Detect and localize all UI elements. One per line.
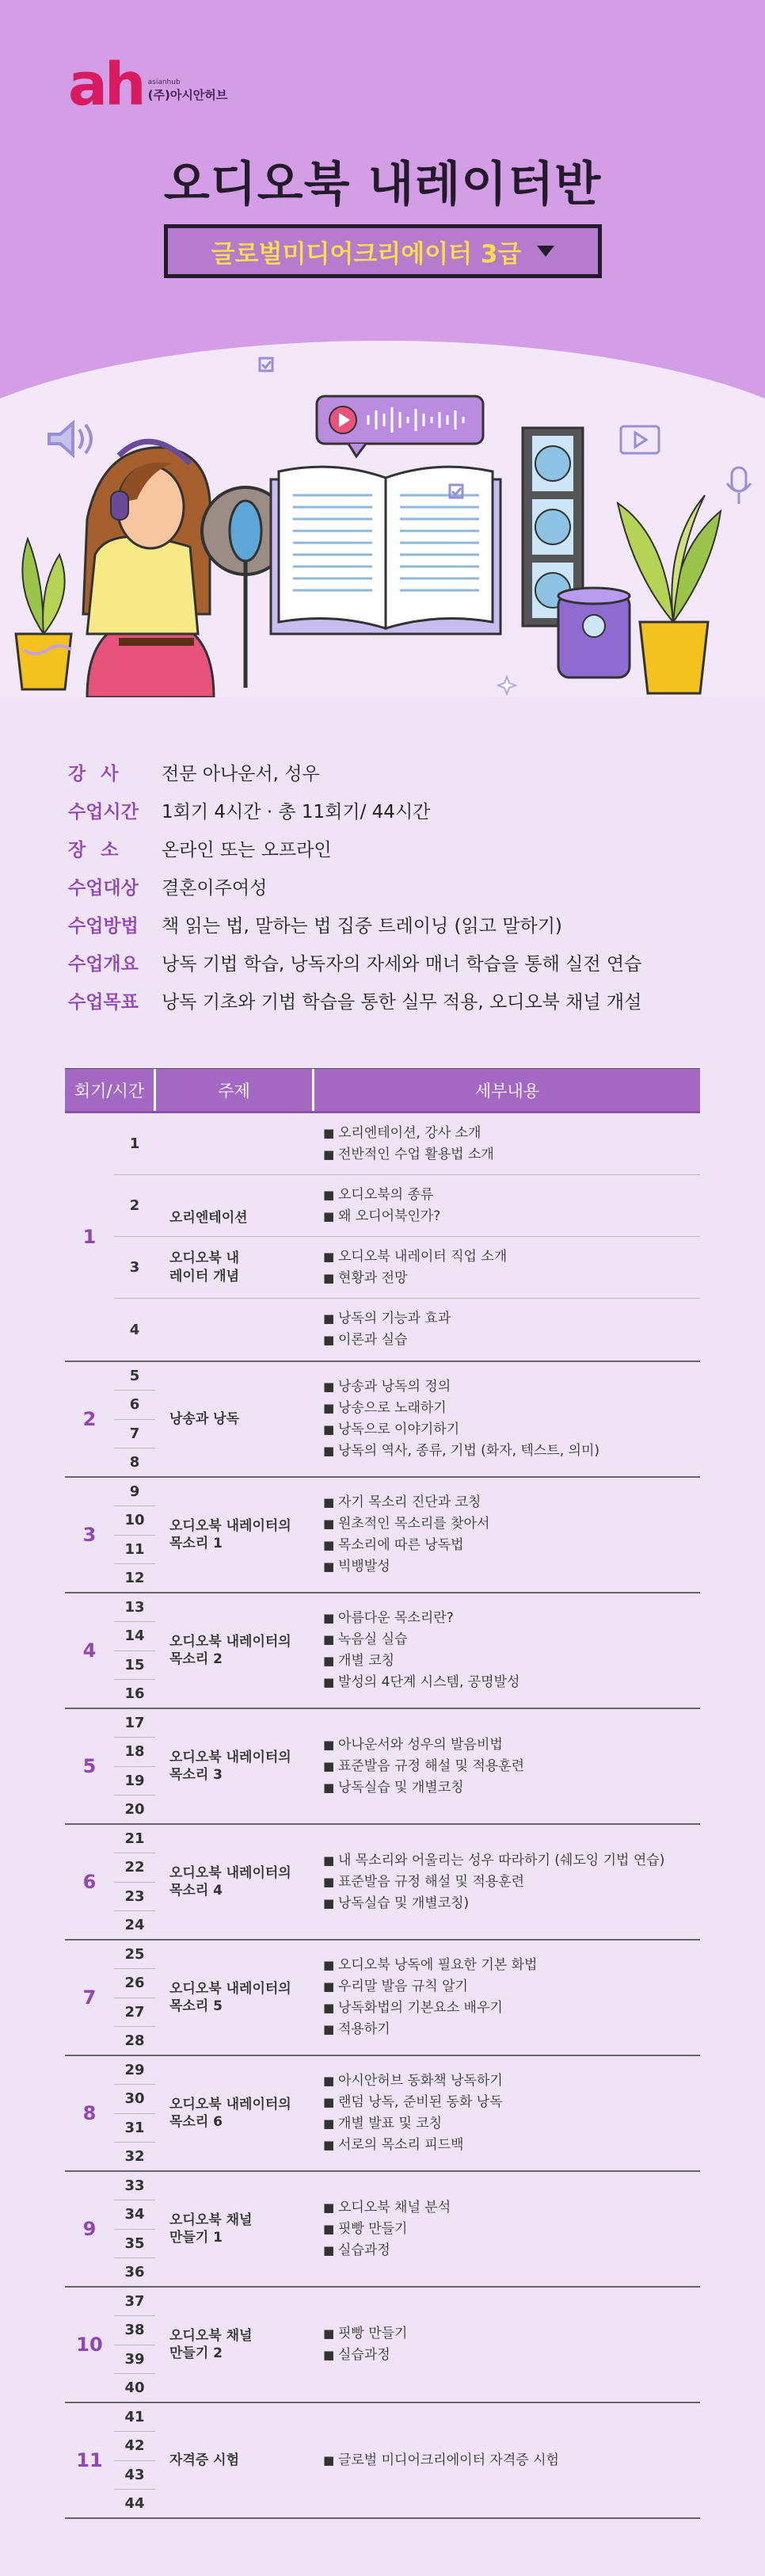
module-number: 3 — [82, 1524, 97, 1546]
info-label: 수업대상 — [68, 877, 139, 899]
topic-line: 오디오북 내레이터의 — [169, 1749, 291, 1765]
session-number: 31 — [114, 2114, 155, 2143]
module-number: 10 — [76, 2334, 103, 2356]
session-number: 41 — [114, 2403, 155, 2432]
topic-line: 낭송과 낭독 — [169, 1410, 240, 1427]
detail-item: ■ 원초적인 목소리를 찾아서 — [323, 1513, 700, 1535]
session-number: 4 — [129, 1321, 140, 1338]
detail-item: ■ 목소리에 따른 낭독법 — [323, 1535, 700, 1556]
table-row — [65, 1113, 700, 1362]
module-topic — [155, 1478, 312, 1592]
session-number: 11 — [114, 1536, 155, 1564]
module-topic — [155, 2288, 312, 2402]
session-number: 7 — [114, 1420, 155, 1448]
detail-item: ■ 낭독으로 이야기하기 — [323, 1419, 700, 1441]
session-number: 25 — [114, 1941, 155, 1969]
detail-item: ■ 낭독의 기능과 효과 — [323, 1308, 700, 1330]
info-label: 수업개요 — [68, 953, 139, 975]
table-row — [65, 1709, 700, 1825]
module-sessions — [114, 1113, 700, 1361]
module-details — [312, 2403, 700, 2517]
table-row — [65, 1941, 700, 2056]
module-topic — [155, 1362, 312, 1476]
topic-line: 오디오북 채널 — [169, 2212, 253, 2228]
detail-item: ■ 전반적인 수업 활용법 소개 — [323, 1144, 700, 1166]
info-value: 온라인 또는 오프라인 — [162, 839, 332, 861]
detail-item: ■ 오디오북 낭독에 필요한 기본 화법 — [323, 1955, 700, 1976]
open-book-icon — [271, 467, 500, 634]
module-topic — [155, 1709, 312, 1823]
session-number: 14 — [114, 1622, 155, 1651]
session-row — [114, 1299, 700, 1361]
topic-line: 목소리 3 — [169, 1767, 223, 1783]
session-details — [312, 1237, 700, 1298]
narrator-woman — [83, 441, 214, 697]
session-number: 37 — [114, 2288, 155, 2316]
module-details — [312, 1709, 700, 1823]
module-details — [312, 2288, 700, 2402]
session-numbers — [114, 2056, 155, 2170]
session-number: 32 — [124, 2147, 145, 2165]
hero-banner — [0, 0, 765, 697]
info-row-overview — [68, 943, 697, 981]
module-number: 2 — [82, 1408, 97, 1430]
session-number: 13 — [114, 1593, 155, 1622]
session-number: 44 — [124, 2494, 145, 2512]
session-numbers — [114, 1478, 155, 1592]
session-number: 16 — [124, 1685, 145, 1702]
topic-line: 오디오북 내레이터의 — [169, 1633, 291, 1650]
module-number: 9 — [82, 2218, 97, 2240]
module-topic — [155, 2172, 312, 2286]
topic-line: 오디오북 내레이터의 — [169, 1864, 291, 1881]
session-number: 10 — [114, 1506, 155, 1535]
topic-line: 목소리 6 — [169, 2114, 223, 2130]
module-topic — [155, 2056, 312, 2170]
info-row-hours — [68, 791, 697, 829]
session-number: 5 — [114, 1362, 155, 1391]
topic-line: 목소리 2 — [169, 1651, 223, 1667]
module-details — [312, 1362, 700, 1476]
session-number: 35 — [114, 2230, 155, 2258]
session-number: 6 — [114, 1391, 155, 1419]
module-details — [312, 1941, 700, 2055]
session-numbers — [114, 2288, 155, 2402]
topic-line: 목소리 5 — [169, 1998, 223, 2014]
session-number: 1 — [129, 1135, 140, 1152]
potted-plant-icon — [618, 495, 721, 693]
brand-logo[interactable] — [68, 51, 228, 119]
module-number: 5 — [82, 1755, 97, 1777]
session-number: 33 — [114, 2172, 155, 2200]
detail-item: ■ 실습과정 — [323, 2240, 700, 2261]
session-number: 19 — [114, 1767, 155, 1796]
session-number: 3 — [129, 1259, 140, 1276]
detail-item: ■ 아나운서와 성우의 발음비법 — [323, 1735, 700, 1756]
session-number: 26 — [114, 1969, 155, 1998]
course-info — [0, 697, 765, 1019]
detail-item: ■ 오리엔테이션, 강사 소개 — [323, 1123, 700, 1144]
info-row-goal — [68, 981, 697, 1019]
info-label: 수업방법 — [68, 915, 139, 937]
detail-item: ■ 낭송과 낭독의 정의 — [323, 1376, 700, 1398]
module-groups — [65, 1362, 700, 2519]
session-number: 39 — [114, 2345, 155, 2374]
detail-item: ■ 현황과 전망 — [323, 1268, 700, 1289]
logo-text — [148, 78, 228, 103]
module-number: 7 — [82, 1986, 97, 2009]
table-row — [65, 2288, 700, 2403]
module-number: 11 — [76, 2449, 103, 2471]
table-row — [65, 2056, 700, 2172]
mic-outline-icon — [727, 467, 751, 504]
table-row — [65, 1478, 700, 1593]
page-title: 오디오북 내레이터반 — [163, 157, 602, 212]
session-number: 9 — [114, 1478, 155, 1506]
speaker-icon — [49, 423, 91, 455]
detail-item: ■ 오디오북 채널 분석 — [323, 2197, 700, 2219]
header-topic: 주제 — [154, 1069, 312, 1111]
topic-line: 오디오북 내레이터의 — [169, 1517, 291, 1534]
session-numbers — [114, 1825, 155, 1939]
info-value: 결혼이주여성 — [162, 877, 268, 899]
topic-line: 목소리 4 — [169, 1883, 223, 1899]
narrator-illustration — [0, 317, 765, 697]
detail-item: ■ 실습과정 — [323, 2345, 700, 2366]
session-number: 20 — [124, 1800, 145, 1818]
detail-item: ■ 개별 발표 및 코칭 — [323, 2113, 700, 2135]
module-number: 6 — [82, 1871, 97, 1893]
detail-item: ■ 빅뱅발성 — [323, 1556, 700, 1578]
session-details — [312, 1175, 700, 1236]
table-row — [65, 1593, 700, 1709]
session-number: 12 — [124, 1569, 145, 1586]
detail-item: ■ 왜 오디어북인가? — [323, 1206, 700, 1227]
detail-item: ■ 개별 코칭 — [323, 1651, 700, 1672]
info-row-location — [68, 829, 697, 867]
session-row — [114, 1175, 700, 1237]
info-label: 강사 — [68, 763, 134, 784]
session-number: 36 — [124, 2263, 145, 2280]
badge-label: 글로벌미디어크리에이터 3급 — [211, 239, 522, 269]
session-topic: 오리엔테이션 — [169, 1209, 248, 1226]
module-details — [312, 2056, 700, 2170]
session-number: 24 — [124, 1916, 145, 1933]
detail-item: ■ 낭독실습 및 개별코칭) — [323, 1893, 700, 1914]
logo-small-text: asianhub — [147, 78, 181, 86]
detail-item: ■ 아름다운 목소리란? — [323, 1608, 700, 1629]
module-details — [312, 2172, 700, 2286]
module-number: 1 — [82, 1226, 97, 1248]
detail-item: ■ 랜덤 낭독, 준비된 동화 낭독 — [323, 2092, 700, 2113]
table-row — [65, 1362, 700, 1478]
session-row — [114, 1113, 700, 1175]
session-number: 23 — [114, 1883, 155, 1911]
topic-line: 오디오북 내레이터의 — [169, 2096, 291, 2112]
detail-item: ■ 발성의 4단계 시스템, 공명발성 — [323, 1672, 700, 1693]
session-number: 15 — [114, 1651, 155, 1680]
session-numbers — [114, 1709, 155, 1823]
session-number: 29 — [114, 2056, 155, 2085]
session-numbers — [114, 2172, 155, 2286]
detail-item: ■ 이론과 실습 — [323, 1330, 700, 1351]
session-number: 8 — [129, 1453, 140, 1471]
topic-line: 목소리 1 — [169, 1536, 223, 1551]
topic-line: 자격증 시험 — [169, 2452, 240, 2468]
session-number: 30 — [114, 2085, 155, 2113]
detail-item: ■ 우리말 발음 규칙 알기 — [323, 1976, 700, 1998]
logo-company-name: (주)아시안허브 — [147, 87, 228, 102]
info-value: 1회기 4시간 · 총 11회기/ 44시간 — [162, 801, 431, 822]
info-row-method — [68, 905, 697, 943]
info-value: 전문 아나운서, 성우 — [162, 763, 320, 784]
detail-item: ■ 낭독의 역사, 종류, 기법 (화자, 텍스트, 의미) — [323, 1441, 700, 1462]
detail-item: ■ 오디오북 내레이터 직업 소개 — [323, 1246, 700, 1268]
module-topic — [155, 1593, 312, 1708]
detail-item: ■ 핏빵 만들기 — [323, 2323, 700, 2345]
detail-item: ■ 서로의 목소리 피드백 — [323, 2135, 700, 2156]
topic-line: 만들기 1 — [169, 2230, 223, 2246]
audio-play-bubble — [317, 396, 483, 456]
session-topic: 오디오북 내레이터 개념 — [169, 1250, 240, 1284]
table-row — [65, 2403, 700, 2519]
module-details — [312, 1593, 700, 1708]
session-number: 27 — [114, 1998, 155, 2027]
session-row — [114, 1237, 700, 1299]
detail-item: ■ 낭송으로 노래하기 — [323, 1398, 700, 1419]
detail-item: ■ 핏빵 만들기 — [323, 2219, 700, 2240]
topic-line: 오디오북 내레이터의 — [169, 1980, 291, 1997]
caret-down-icon — [537, 246, 554, 257]
session-topic — [155, 1113, 312, 1174]
session-numbers — [114, 1362, 155, 1476]
session-number: 40 — [124, 2379, 145, 2396]
curriculum-table — [65, 1068, 700, 2519]
table-row — [65, 2172, 700, 2288]
info-row-target — [68, 867, 697, 905]
session-number: 21 — [114, 1825, 155, 1853]
detail-item: ■ 낭독화법의 기본요소 배우기 — [323, 1998, 700, 2019]
module-number: 4 — [82, 1639, 97, 1662]
session-details — [312, 1113, 700, 1174]
video-icon — [621, 426, 659, 453]
logo-mark: ah — [68, 51, 143, 119]
table-header — [65, 1069, 700, 1113]
session-numbers — [114, 2403, 155, 2517]
info-row-instructor — [68, 753, 697, 791]
info-value: 낭독 기법 학습, 낭독자의 자세와 매너 학습을 통해 실전 연습 — [162, 953, 642, 975]
detail-item: ■ 자기 목소리 진단과 코칭 — [323, 1492, 700, 1513]
session-number: 17 — [114, 1709, 155, 1738]
session-topic — [155, 1299, 312, 1361]
session-numbers — [114, 1593, 155, 1708]
detail-item: ■ 글로벌 미디어크리에이터 자격증 시험 — [323, 2450, 700, 2471]
detail-item: ■ 내 목소리와 어울리는 성우 따라하기 (쉐도잉 기법 연습) — [323, 1850, 700, 1872]
session-number: 42 — [114, 2432, 155, 2460]
session-number: 2 — [129, 1197, 140, 1214]
header-session: 회기/시간 — [74, 1081, 145, 1101]
session-number: 28 — [124, 2032, 145, 2049]
module-details — [312, 1478, 700, 1592]
session-number: 18 — [114, 1738, 155, 1766]
detail-item: ■ 오디오북의 종류 — [323, 1185, 700, 1206]
smart-speaker-icon — [558, 588, 630, 677]
info-label: 장소 — [68, 839, 134, 861]
topic-line: 오디오북 채널 — [169, 2327, 253, 2344]
detail-item: ■ 표준발음 규정 해설 및 적용훈련 — [323, 1756, 700, 1777]
session-number: 22 — [114, 1853, 155, 1882]
detail-item: ■ 낭독실습 및 개별코칭 — [323, 1777, 700, 1799]
module-topic — [155, 1941, 312, 2055]
session-number: 34 — [114, 2200, 155, 2229]
plant-icon — [16, 539, 71, 689]
header-details: 세부내용 — [312, 1069, 700, 1111]
info-label: 수업시간 — [68, 801, 139, 822]
topic-line: 만들기 2 — [169, 2345, 223, 2361]
module-number: 8 — [82, 2102, 97, 2124]
module-topic — [155, 1825, 312, 1939]
detail-item: ■ 녹음실 실습 — [323, 1629, 700, 1651]
session-number: 38 — [114, 2316, 155, 2345]
session-numbers — [114, 1941, 155, 2055]
session-details — [312, 1299, 700, 1361]
detail-item: ■ 적용하기 — [323, 2019, 700, 2040]
info-value: 낭독 기초와 기법 학습을 통한 실무 적용, 오디오북 채널 개설 — [162, 991, 642, 1013]
session-number: 43 — [114, 2461, 155, 2490]
info-value: 책 읽는 법, 말하는 법 집중 트레이닝 (읽고 말하기) — [162, 915, 562, 937]
detail-item: ■ 아시안허브 동화책 낭독하기 — [323, 2070, 700, 2092]
info-label: 수업목표 — [68, 991, 139, 1013]
module-details — [312, 1825, 700, 1939]
course-level-badge[interactable] — [164, 224, 602, 278]
table-row — [65, 1825, 700, 1941]
detail-item: ■ 표준발음 규정 해설 및 적용훈련 — [323, 1872, 700, 1893]
module-topic — [155, 2403, 312, 2517]
